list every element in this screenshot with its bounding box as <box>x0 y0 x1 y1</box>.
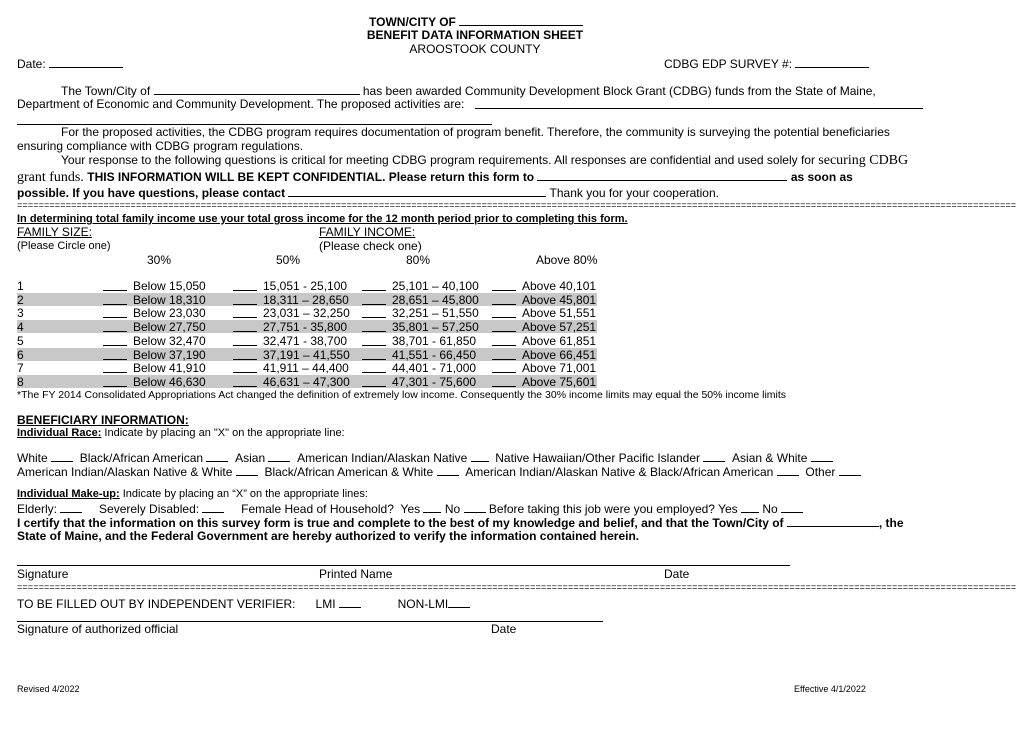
employed-yes-label: Yes <box>718 502 738 516</box>
income-80: 28,651 – 45,800 <box>392 292 479 307</box>
town-city-blank[interactable] <box>459 14 583 26</box>
check-above-blank[interactable] <box>492 375 516 387</box>
race-black-blank[interactable] <box>206 450 228 462</box>
employed-no-blank[interactable] <box>781 501 803 513</box>
family-income-note: (Please check one) <box>319 239 422 253</box>
family-size-value[interactable]: 1 <box>17 279 24 293</box>
disabled-label: Severely Disabled: <box>99 502 200 516</box>
race-black-white: Black/African American & White <box>264 465 434 479</box>
income-30: Below 18,310 <box>133 292 206 307</box>
income-50: 15,051 - 25,100 <box>263 279 348 293</box>
race-other: Other <box>805 465 836 479</box>
income-80: 47,301 - 75,600 <box>392 374 477 389</box>
col-header-80: 80% <box>406 253 431 267</box>
footnote: *The FY 2014 Consolidated Appropriations Act changed the definition of extremely low income. Consequently the 30% income limits may equal the 50% income limits <box>17 389 787 401</box>
female-head-yes-label: Yes <box>400 502 421 516</box>
race-am-indian: American Indian/Alaskan Native <box>297 451 468 465</box>
income-above-80: Above 57,251 <box>522 320 597 335</box>
income-row <box>0 361 950 375</box>
signature-date-label: Date <box>664 567 690 581</box>
race-am-indian-black: American Indian/Alaskan Native & Black/African American <box>465 465 774 479</box>
check-30-blank[interactable] <box>103 375 127 387</box>
race-black-white-blank[interactable] <box>437 464 459 476</box>
makeup-instruction-line <box>17 488 368 500</box>
disabled-blank[interactable] <box>202 501 224 513</box>
check-50-blank[interactable] <box>233 375 257 387</box>
check-80-blank[interactable] <box>362 348 386 360</box>
income-row <box>0 293 950 307</box>
race-am-indian-blank[interactable] <box>471 450 489 462</box>
separator-line: ========================================================================================================================================================================================= <box>17 201 1016 211</box>
verifier-line <box>17 596 470 611</box>
check-50-blank[interactable] <box>233 348 257 360</box>
check-above-blank[interactable] <box>492 306 516 318</box>
thank-you-text: Thank you for your cooperation. <box>549 186 719 200</box>
survey-blank[interactable] <box>795 56 869 68</box>
check-30-blank[interactable] <box>103 320 127 332</box>
contact-text: possible. If you have questions, please contact <box>17 186 286 200</box>
income-50: 27,751 - 35,800 <box>263 320 348 335</box>
town-city-label: TOWN/CITY OF <box>369 15 456 29</box>
check-50-blank[interactable] <box>233 279 257 291</box>
elderly-blank[interactable] <box>60 501 82 513</box>
income-above-80: Above 75,601 <box>522 374 597 389</box>
survey-field <box>664 56 869 71</box>
income-30: Below 37,190 <box>133 347 206 362</box>
income-above-80: Above 45,801 <box>522 292 597 307</box>
family-size-value[interactable]: 5 <box>17 333 24 348</box>
col-header-50: 50% <box>276 253 301 267</box>
check-50-blank[interactable] <box>233 306 257 318</box>
check-30-blank[interactable] <box>103 348 127 360</box>
certify-town-blank[interactable] <box>787 515 879 527</box>
para2-line2: ensuring compliance with CDBG program regulations. <box>17 139 304 153</box>
signature-line[interactable] <box>17 565 790 566</box>
official-label: Signature of authorized official <box>17 622 179 636</box>
check-80-blank[interactable] <box>362 361 386 373</box>
para3-serif-b: grant funds. <box>17 170 84 185</box>
col-header-30: 30% <box>147 253 172 267</box>
check-80-blank[interactable] <box>362 279 386 291</box>
para3-serif-a: securing CDBG <box>818 153 909 168</box>
income-row <box>0 279 950 293</box>
para2-line1: For the proposed activities, the CDBG program requires documentation of program benefit. Therefore, the community is surveying the potential beneficiaries <box>61 125 890 139</box>
race-hawaiian-blank[interactable] <box>703 450 725 462</box>
activities-blank[interactable] <box>475 108 923 109</box>
employed-no-label: No <box>762 502 778 516</box>
income-30: Below 46,630 <box>133 374 206 389</box>
survey-label: CDBG EDP SURVEY #: <box>664 57 793 71</box>
race-asian: Asian <box>235 451 266 465</box>
date-blank[interactable] <box>49 56 123 68</box>
income-above-80: Above 51,551 <box>522 306 597 321</box>
check-80-blank[interactable] <box>362 293 386 305</box>
check-30-blank[interactable] <box>103 279 127 291</box>
income-50: 37,191 – 41,550 <box>263 347 350 362</box>
female-head-no-blank[interactable] <box>464 501 486 513</box>
race-am-indian-black-blank[interactable] <box>777 464 799 476</box>
race-white: White <box>17 451 48 465</box>
race-am-indian-white: American Indian/Alaskan Native & White <box>17 465 233 479</box>
race-white-blank[interactable] <box>51 450 73 462</box>
race-label: Individual Race: <box>17 427 102 439</box>
check-above-blank[interactable] <box>492 334 516 346</box>
income-50: 18,311 – 28,650 <box>263 292 349 307</box>
para1-line2 <box>17 97 464 111</box>
county-name: AROOSTOOK COUNTY <box>409 42 541 56</box>
income-30: Below 15,050 <box>133 279 206 293</box>
certify-line-1 <box>17 515 904 530</box>
certify-line-2: State of Maine, and the Federal Government are hereby authorized to verify the information contained herein. <box>17 529 640 543</box>
para3-line3 <box>17 185 719 200</box>
makeup-line <box>17 501 803 516</box>
family-size-value[interactable]: 2 <box>17 292 24 307</box>
income-above-80: Above 61,851 <box>522 333 597 348</box>
income-50: 41,911 – 44,400 <box>263 361 349 376</box>
check-80-blank[interactable] <box>362 306 386 318</box>
race-other-blank[interactable] <box>839 464 861 476</box>
income-80: 44,401 - 71,000 <box>392 361 477 376</box>
return-to-blank[interactable] <box>537 169 787 181</box>
check-above-blank[interactable] <box>492 348 516 360</box>
elderly-label: Elderly: <box>17 502 58 516</box>
check-above-blank[interactable] <box>492 320 516 332</box>
para1-text-c: Department of Economic and Community Development. The proposed activities are: <box>17 97 465 111</box>
para3-line1 <box>61 153 908 169</box>
printed-name-label: Printed Name <box>319 567 393 581</box>
race-asian-blank[interactable] <box>268 450 290 462</box>
para3-text-a: Your response to the following questions is critical for meeting CDBG program requirements. All responses are confidential and used solely for <box>61 153 815 167</box>
check-30-blank[interactable] <box>103 334 127 346</box>
check-50-blank[interactable] <box>233 361 257 373</box>
lmi-label: LMI <box>315 597 336 611</box>
para1-text-a: The Town/City of <box>61 84 151 98</box>
race-am-indian-white-blank[interactable] <box>236 464 258 476</box>
certify-text-end: , the <box>878 516 904 530</box>
race-asian-white: Asian & White <box>732 451 808 465</box>
female-head-yes-blank[interactable] <box>423 501 441 513</box>
check-80-blank[interactable] <box>362 320 386 332</box>
family-size-value[interactable]: 6 <box>17 347 24 362</box>
check-80-blank[interactable] <box>362 375 386 387</box>
female-head-label: Female Head of Household? <box>241 502 394 516</box>
race-instruction: Indicate by placing an "X" on the appropriate line: <box>104 427 345 439</box>
family-income-label: FAMILY INCOME: <box>319 225 416 239</box>
makeup-label: Individual Make-up: <box>17 488 120 500</box>
income-80: 38,701 - 61,850 <box>392 333 477 348</box>
para3-line2 <box>17 169 853 186</box>
income-50: 23,031 – 32,250 <box>263 306 350 321</box>
income-row <box>0 375 950 389</box>
check-80-blank[interactable] <box>362 334 386 346</box>
check-50-blank[interactable] <box>233 293 257 305</box>
para1-text-b: has been awarded Community Development Block Grant (CDBG) funds from the State of Maine, <box>362 84 876 98</box>
income-50: 32,471 - 38,700 <box>263 333 348 348</box>
verifier-label: TO BE FILLED OUT BY INDEPENDENT VERIFIER: <box>17 597 296 611</box>
race-hawaiian: Native Hawaiian/Other Pacific Islander <box>495 451 701 465</box>
effective-date: Effective 4/1/2022 <box>794 684 866 694</box>
income-row <box>0 348 950 362</box>
race-line-2 <box>17 464 861 479</box>
income-above-80: Above 66,451 <box>522 347 597 362</box>
family-size-label: FAMILY SIZE: <box>17 225 92 239</box>
check-above-blank[interactable] <box>492 361 516 373</box>
race-instruction-line <box>17 427 345 439</box>
female-head-no-label: No <box>444 502 461 516</box>
makeup-instruction: Indicate by placing an “X” on the appropriate lines: <box>122 488 368 500</box>
town-name-blank[interactable] <box>154 83 360 95</box>
check-30-blank[interactable] <box>103 306 127 318</box>
beneficiary-heading: BENEFICIARY INFORMATION: <box>17 413 189 427</box>
income-80: 41,551 - 66,450 <box>392 347 477 362</box>
check-30-blank[interactable] <box>103 361 127 373</box>
family-size-note: (Please Circle one) <box>17 240 111 252</box>
contact-blank[interactable] <box>288 185 546 197</box>
income-row <box>0 334 950 348</box>
town-city-heading <box>369 14 583 29</box>
lmi-blank[interactable] <box>339 596 361 608</box>
form-title: BENEFIT DATA INFORMATION SHEET <box>366 28 584 42</box>
col-header-above80: Above 80% <box>536 253 598 267</box>
signature-label: Signature <box>17 567 69 581</box>
income-80: 35,801 – 57,250 <box>392 320 479 335</box>
race-line-1 <box>17 450 833 465</box>
income-80: 25,101 – 40,100 <box>392 279 479 293</box>
check-50-blank[interactable] <box>233 320 257 332</box>
non-lmi-label: NON-LMI <box>397 597 449 611</box>
check-30-blank[interactable] <box>103 293 127 305</box>
check-above-blank[interactable] <box>492 293 516 305</box>
as-soon-as-text: as soon as <box>790 170 853 184</box>
revised-date: Revised 4/2022 <box>17 684 80 694</box>
family-size-value[interactable]: 7 <box>17 361 24 376</box>
family-size-value[interactable]: 8 <box>17 374 24 389</box>
employed-yes-blank[interactable] <box>741 501 759 513</box>
employed-label: Before taking this job were you employed? <box>488 502 715 516</box>
race-black: Black/African American <box>79 451 204 465</box>
income-row <box>0 320 950 334</box>
date-label: Date: <box>17 57 46 71</box>
certify-text-a: I certify that the information on this survey form is true and complete to the best of my knowledge and belief, and that the Town/City of <box>17 516 784 530</box>
family-size-value[interactable]: 4 <box>17 320 24 335</box>
family-size-value[interactable]: 3 <box>17 306 24 321</box>
income-30: Below 32,470 <box>133 333 206 348</box>
income-30: Below 41,910 <box>133 361 206 376</box>
return-form-text: THIS INFORMATION WILL BE KEPT CONFIDENTIAL. Please return this form to <box>87 170 535 184</box>
non-lmi-blank[interactable] <box>448 596 470 608</box>
check-50-blank[interactable] <box>233 334 257 346</box>
income-50: 46,631 – 47,300 <box>263 374 350 389</box>
race-asian-white-blank[interactable] <box>811 450 833 462</box>
check-above-blank[interactable] <box>492 279 516 291</box>
para1-line1 <box>61 83 876 98</box>
official-date-label: Date <box>491 622 517 636</box>
income-30: Below 23,030 <box>133 306 206 321</box>
income-above-80: Above 71,001 <box>522 361 597 376</box>
income-instruction: In determining total family income use your total gross income for the 12 month period prior to completing this form. <box>17 213 628 225</box>
income-80: 32,251 – 51,550 <box>392 306 479 321</box>
income-above-80: Above 40,101 <box>522 279 597 293</box>
income-row <box>0 306 950 320</box>
separator-line-2: ========================================================================================================================================================================================= <box>17 583 1016 593</box>
date-field <box>17 56 123 71</box>
income-30: Below 27,750 <box>133 320 206 335</box>
